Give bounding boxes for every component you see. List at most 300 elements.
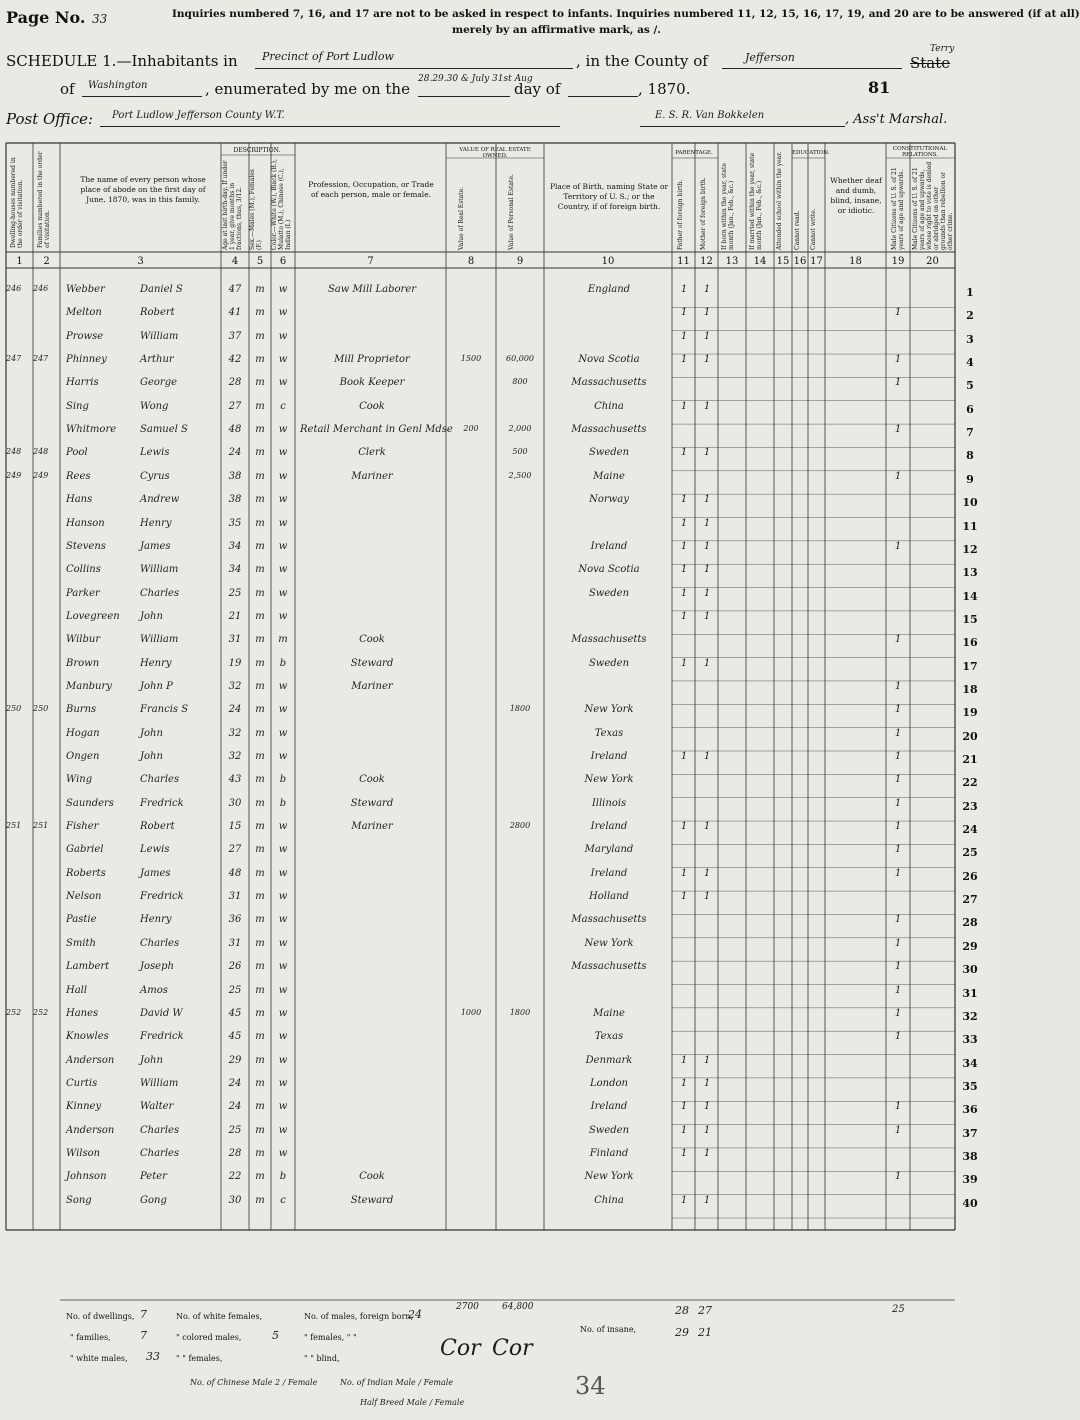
col19-header: Male Citizens of U. S. of 21 years of age and upwards. xyxy=(891,167,905,250)
cell-mother: 1 xyxy=(703,517,711,529)
cell-age: 27 xyxy=(228,844,242,856)
schedule-label: SCHEDULE 1.—Inhabitants in xyxy=(6,52,238,70)
cell-given: Peter xyxy=(140,1171,167,1183)
row-number: 23 xyxy=(962,799,978,813)
cell-surname: Fisher xyxy=(66,821,99,833)
insane-label: No. of insane, xyxy=(580,1325,637,1334)
column-number: 11 xyxy=(677,256,690,267)
cell-mother: 1 xyxy=(703,1194,711,1206)
col8-header: Value of Real Estate. xyxy=(458,186,465,250)
cell-color: m xyxy=(278,634,288,646)
cell-given: Charles xyxy=(140,774,180,786)
row-number: 15 xyxy=(962,612,978,626)
row-number: 28 xyxy=(962,916,978,930)
cell-given: Wong xyxy=(140,400,169,412)
cell-birthplace: Ireland xyxy=(590,540,628,552)
cell-real: 1000 xyxy=(460,1007,482,1017)
cell-mother: 1 xyxy=(703,400,711,412)
cell-age: 25 xyxy=(228,587,242,599)
row-number: 18 xyxy=(962,682,978,696)
cell-surname: Harris xyxy=(66,377,99,389)
cell-age: 24 xyxy=(228,447,242,459)
cell-given: Robert xyxy=(140,307,175,319)
cell-occupation: Saw Mill Laborer xyxy=(327,284,417,295)
education-header: EDUCATION. xyxy=(792,150,830,156)
cell-age: 45 xyxy=(228,1031,242,1043)
page-label: Page No. xyxy=(6,8,86,27)
cell-dw: 247 xyxy=(6,354,22,364)
cell-color: w xyxy=(278,867,288,879)
cell-color: w xyxy=(278,377,288,389)
cell-given: William xyxy=(140,564,179,576)
column-number: 9 xyxy=(516,256,524,267)
description-header: DESCRIPTION. xyxy=(233,147,281,154)
cell-given: Charles xyxy=(140,937,180,949)
cell-age: 31 xyxy=(228,891,242,903)
cell-given: John P xyxy=(140,680,173,692)
cell-birthplace: Sweden xyxy=(588,447,630,459)
cell-personal: 800 xyxy=(512,377,528,387)
cell-given: Cyrus xyxy=(140,470,170,482)
row-number: 33 xyxy=(962,1033,978,1047)
cell-surname: Melton xyxy=(66,307,102,319)
notice-line-1: Inquiries numbered 7, 16, and 17 are not to be asked in respect to infants. Inquiries numbered 11, 12, 15, 16, 17, 19, and 20 are to be answered (if at all) xyxy=(172,8,1080,20)
cell-surname: Gabriel xyxy=(66,844,104,856)
cell-surname: Burns xyxy=(66,704,97,716)
cell-birthplace: England xyxy=(587,284,631,295)
real-estate-total: 2700 xyxy=(456,1302,479,1312)
cell-surname: Wilson xyxy=(66,1147,101,1159)
row-number: 26 xyxy=(962,869,978,883)
cell-sex: m xyxy=(255,821,265,833)
cell-birthplace: Ireland xyxy=(590,867,628,879)
cell-surname: Curtis xyxy=(66,1077,98,1089)
cell-age: 22 xyxy=(228,1171,242,1183)
cell-citizen: 1 xyxy=(894,961,902,973)
cell-mother: 1 xyxy=(703,1124,711,1136)
cell-age: 32 xyxy=(228,680,242,692)
of-label: of xyxy=(60,80,75,98)
cell-sex: m xyxy=(255,797,265,809)
row-number: 24 xyxy=(962,823,978,837)
cell-color: w xyxy=(278,937,288,949)
cell-citizen: 1 xyxy=(894,984,902,996)
cell-surname: Pastie xyxy=(66,914,97,926)
cell-mother: 1 xyxy=(703,494,711,506)
cell-mother: 1 xyxy=(703,587,711,599)
post-office-name: Port Ludlow Jefferson County W.T. xyxy=(112,110,285,121)
cell-color: w xyxy=(278,540,288,552)
cell-given: James xyxy=(140,540,171,552)
notice-line-2: merely by an affirmative mark, as /. xyxy=(452,24,661,36)
cell-father: 1 xyxy=(680,284,688,295)
cell-citizen: 1 xyxy=(894,354,902,366)
county-label: , in the County of xyxy=(576,52,708,70)
cell-age: 31 xyxy=(228,937,242,949)
cell-birthplace: Sweden xyxy=(588,1124,630,1136)
cell-color: c xyxy=(280,1194,286,1206)
row-number: 8 xyxy=(966,449,974,463)
cell-father: 1 xyxy=(680,1101,688,1113)
enumeration-day: 28.29.30 & July 31st Aug xyxy=(418,74,533,84)
cell-occupation: Cook xyxy=(359,634,385,646)
personal-estate-total: 64,800 xyxy=(502,1302,534,1312)
col18-header: Whether deaf and dumb, blind, insane, or idiotic. xyxy=(830,176,882,215)
cell-color: w xyxy=(278,470,288,482)
cell-color: w xyxy=(278,984,288,996)
cell-citizen: 1 xyxy=(894,937,902,949)
cell-color: w xyxy=(278,961,288,973)
cell-birthplace: Maine xyxy=(593,1007,625,1019)
cell-surname: Ongen xyxy=(66,751,100,762)
cell-citizen: 1 xyxy=(894,634,902,646)
cell-color: w xyxy=(278,424,288,436)
cell-sex: m xyxy=(255,984,265,996)
column-number: 15 xyxy=(776,256,790,267)
cell-age: 29 xyxy=(228,1054,242,1066)
cell-father: 1 xyxy=(680,1147,688,1159)
cell-birthplace: Ireland xyxy=(590,1101,628,1113)
cell-father: 1 xyxy=(680,821,688,833)
cell-given: John xyxy=(140,1054,163,1066)
cell-father: 1 xyxy=(680,354,688,366)
cell-surname: Knowles xyxy=(66,1031,109,1043)
cell-color: w xyxy=(278,1031,288,1043)
cell-color: w xyxy=(278,587,288,599)
cell-citizen: 1 xyxy=(894,797,902,809)
cell-mother: 1 xyxy=(703,1054,711,1066)
cell-occupation: Cook xyxy=(359,1171,385,1183)
cell-given: John xyxy=(140,727,163,739)
c12-total-b: 21 xyxy=(698,1326,712,1339)
cell-color: w xyxy=(278,751,288,762)
col20-header: Male Citizens of U. S. of 21 years of age and upwards, whose right to vote is denied or abridged on other grounds than rebellion or other crime. xyxy=(912,161,954,250)
cell-birthplace: Denmark xyxy=(585,1054,633,1066)
families-label: " families, xyxy=(70,1333,111,1342)
col11-header: Father of foreign birth. xyxy=(677,179,684,250)
cell-dw: 249 xyxy=(6,470,22,480)
cell-color: w xyxy=(278,821,288,833)
cell-age: 30 xyxy=(228,797,242,809)
white-females-label: No. of white females, xyxy=(176,1312,263,1321)
column-number: 2 xyxy=(43,256,50,267)
cell-given: David W xyxy=(140,1007,183,1019)
cell-age: 38 xyxy=(228,470,242,482)
cell-citizen: 1 xyxy=(894,867,902,879)
cell-citizen: 1 xyxy=(894,1124,902,1136)
row-number: 31 xyxy=(962,986,978,1000)
row-number: 11 xyxy=(962,519,978,533)
cell-surname: Wing xyxy=(66,774,93,786)
cell-citizen: 1 xyxy=(894,704,902,716)
cell-birthplace: Texas xyxy=(594,1031,624,1043)
row-number: 29 xyxy=(962,939,978,953)
cell-age: 28 xyxy=(228,377,242,389)
cell-mother: 1 xyxy=(703,821,711,833)
cell-citizen: 1 xyxy=(894,1031,902,1043)
cell-real: 1500 xyxy=(460,354,482,364)
cell-color: w xyxy=(278,1147,288,1159)
cell-birthplace: Ireland xyxy=(590,821,628,833)
cell-color: w xyxy=(278,517,288,529)
cell-age: 32 xyxy=(228,727,242,739)
cell-color: w xyxy=(278,680,288,692)
cell-sex: m xyxy=(255,400,265,412)
cell-mother: 1 xyxy=(703,1147,711,1159)
cell-mother: 1 xyxy=(703,610,711,622)
cell-sex: m xyxy=(255,657,265,669)
cell-sex: m xyxy=(255,284,265,295)
territory-note: Terry xyxy=(930,44,955,54)
c19-total: 25 xyxy=(892,1304,905,1315)
post-office-label: Post Office: xyxy=(6,110,94,128)
cell-surname: Anderson xyxy=(66,1124,115,1136)
cell-birthplace: Massachusetts xyxy=(571,377,647,389)
column-number: 18 xyxy=(849,256,862,267)
cell-citizen: 1 xyxy=(894,727,902,739)
cell-age: 42 xyxy=(228,354,242,366)
cell-color: w xyxy=(278,354,288,366)
cell-occupation: Mariner xyxy=(351,680,393,692)
cell-surname: Sing xyxy=(66,400,89,412)
cell-mother: 1 xyxy=(703,751,711,762)
cell-citizen: 1 xyxy=(894,1007,902,1019)
cell-birthplace: Nova Scotia xyxy=(578,354,640,366)
cell-surname: Phinney xyxy=(66,354,107,366)
cell-surname: Smith xyxy=(66,937,96,949)
cell-citizen: 1 xyxy=(894,1101,902,1113)
cell-given: Fredrick xyxy=(140,891,184,903)
cell-birthplace: Massachusetts xyxy=(571,424,647,436)
cell-given: William xyxy=(140,1077,179,1089)
foreign-females-label: " females, " " xyxy=(304,1333,357,1342)
colored-males-count: 5 xyxy=(272,1329,279,1342)
cell-sex: m xyxy=(255,844,265,856)
cell-surname: Whitmore xyxy=(66,424,117,436)
col6-header: Color.—White (W.), Black (B.), Mulatto (M.), Chinese (C.), Indian (I.) xyxy=(271,159,292,250)
row-number: 7 xyxy=(966,426,974,440)
col7-header: Profession, Occupation, or Trade of each person, male or female. xyxy=(308,180,434,199)
cell-citizen: 1 xyxy=(894,424,902,436)
col10-header: Place of Birth, naming State or Territory of U. S.; or the Country, if of foreign birth. xyxy=(549,182,669,211)
row-number: 17 xyxy=(962,659,978,673)
cell-sex: m xyxy=(255,1101,265,1113)
cell-citizen: 1 xyxy=(894,1171,902,1183)
cell-dw: 251 xyxy=(6,821,22,831)
cell-age: 31 xyxy=(228,634,242,646)
cell-age: 27 xyxy=(228,400,242,412)
cell-sex: m xyxy=(255,610,265,622)
column-number: 8 xyxy=(467,256,475,267)
cell-fam: 249 xyxy=(33,470,49,480)
col3-header: The name of every person whose place of abode on the first day of June, 1870, was in this family. xyxy=(80,175,206,204)
cell-father: 1 xyxy=(680,517,688,529)
cell-color: w xyxy=(278,1077,288,1089)
cell-mother: 1 xyxy=(703,330,711,342)
col17-header: Cannot write. xyxy=(810,208,817,250)
cell-sex: m xyxy=(255,377,265,389)
cell-mother: 1 xyxy=(703,867,711,879)
cell-birthplace: Finland xyxy=(589,1147,629,1159)
cell-father: 1 xyxy=(680,494,688,506)
cell-surname: Nelson xyxy=(66,891,102,903)
cell-given: Daniel S xyxy=(140,284,183,295)
cell-color: w xyxy=(278,284,288,295)
column-number: 20 xyxy=(926,256,939,267)
cell-birthplace: New York xyxy=(584,704,634,716)
cell-sex: m xyxy=(255,307,265,319)
cell-father: 1 xyxy=(680,867,688,879)
foreign-males-label: No. of males, foreign born, xyxy=(304,1312,414,1321)
column-number: 3 xyxy=(137,256,144,267)
cell-age: 28 xyxy=(228,1147,242,1159)
cell-occupation: Clerk xyxy=(358,447,386,459)
col9-header: Value of Personal Estate. xyxy=(508,174,515,250)
cell-father: 1 xyxy=(680,1194,688,1206)
enumerated-label: , enumerated by me on the xyxy=(205,80,410,98)
cell-surname: Brown xyxy=(66,657,100,669)
cell-birthplace: London xyxy=(590,1077,628,1089)
cell-birthplace: Sweden xyxy=(588,657,630,669)
cell-father: 1 xyxy=(680,447,688,459)
cell-surname: Collins xyxy=(66,564,101,576)
row-number: 9 xyxy=(966,472,974,486)
cell-given: James xyxy=(140,867,171,879)
cell-sex: m xyxy=(255,937,265,949)
column-number: 13 xyxy=(725,256,739,267)
cell-mother: 1 xyxy=(703,540,711,552)
cell-personal: 2,500 xyxy=(508,470,532,480)
cell-fam: 247 xyxy=(33,354,49,364)
cell-color: w xyxy=(278,844,288,856)
cell-surname: Lovegreen xyxy=(66,610,120,622)
cell-mother: 1 xyxy=(703,657,711,669)
col12-header: Mother of foreign birth. xyxy=(700,177,707,250)
cell-age: 47 xyxy=(228,284,242,295)
cell-age: 26 xyxy=(228,961,242,973)
cell-sex: m xyxy=(255,587,265,599)
cell-occupation: Mariner xyxy=(351,821,393,833)
cell-given: George xyxy=(140,377,178,389)
col16-header: Cannot read. xyxy=(794,210,801,250)
cell-color: w xyxy=(278,1007,288,1019)
colored-females-label: " " females, xyxy=(176,1354,223,1363)
cell-surname: Hogan xyxy=(66,727,100,739)
cell-sex: m xyxy=(255,424,265,436)
cell-surname: Prowse xyxy=(66,330,104,342)
cell-sex: m xyxy=(255,961,265,973)
row-number: 3 xyxy=(966,332,974,346)
cell-surname: Song xyxy=(66,1194,92,1206)
cell-father: 1 xyxy=(680,400,688,412)
cell-personal: 2,000 xyxy=(508,424,532,434)
cell-citizen: 1 xyxy=(894,680,902,692)
cell-birthplace: Illinois xyxy=(591,797,627,809)
correction-mark-2: Cor xyxy=(492,1336,533,1361)
cell-personal: 1800 xyxy=(509,704,531,714)
cell-real: 200 xyxy=(463,424,479,434)
row-number: 30 xyxy=(962,963,978,977)
cell-given: Henry xyxy=(140,517,172,529)
col15-header: Attended school within the year. xyxy=(776,151,783,250)
c11-total-b: 29 xyxy=(675,1326,689,1339)
cell-birthplace: China xyxy=(594,1194,624,1206)
cell-birthplace: Massachusetts xyxy=(571,634,647,646)
cell-mother: 1 xyxy=(703,564,711,576)
sheet-number: 81 xyxy=(868,78,891,97)
cell-mother: 1 xyxy=(703,447,711,459)
state-name: Washington xyxy=(88,80,148,91)
cell-color: w xyxy=(278,564,288,576)
cell-fam: 250 xyxy=(33,704,49,714)
cell-father: 1 xyxy=(680,610,688,622)
cell-citizen: 1 xyxy=(894,751,902,762)
value-header: VALUE OF REAL ESTATE OWNED. xyxy=(459,147,531,159)
cell-given: William xyxy=(140,330,179,342)
cell-surname: Saunders xyxy=(66,797,114,809)
chinese-tally: No. of Chinese Male 2 / Female xyxy=(190,1378,318,1387)
marshal-label: , Ass't Marshal. xyxy=(845,112,948,127)
cell-color: b xyxy=(279,657,287,669)
cell-given: Samuel S xyxy=(140,424,188,436)
cell-sex: m xyxy=(255,494,265,506)
cell-fam: 246 xyxy=(33,284,49,293)
cell-color: w xyxy=(278,494,288,506)
cell-age: 24 xyxy=(228,1101,242,1113)
cell-birthplace: New York xyxy=(584,1171,634,1183)
row-number: 38 xyxy=(962,1149,978,1163)
cell-age: 38 xyxy=(228,494,242,506)
white-males-count: 33 xyxy=(146,1350,160,1363)
cell-father: 1 xyxy=(680,540,688,552)
cell-dw: 250 xyxy=(6,704,22,714)
cell-occupation: Steward xyxy=(350,657,394,669)
cell-birthplace: Sweden xyxy=(588,587,630,599)
dwellings-count: 7 xyxy=(140,1308,147,1321)
col2-header: Families numbered in the order of visitation. xyxy=(37,151,51,248)
cell-color: w xyxy=(278,610,288,622)
cell-age: 41 xyxy=(228,307,242,319)
cell-birthplace: Maine xyxy=(593,470,625,482)
page-number: 33 xyxy=(92,12,108,26)
cell-sex: m xyxy=(255,634,265,646)
cell-color: w xyxy=(278,914,288,926)
cell-given: Amos xyxy=(140,984,168,996)
cell-citizen: 1 xyxy=(894,540,902,552)
row-number: 39 xyxy=(962,1173,978,1187)
cell-given: Fredrick xyxy=(140,1031,184,1043)
cell-given: Lewis xyxy=(140,844,170,856)
column-number: 19 xyxy=(891,256,905,267)
row-number: 40 xyxy=(962,1196,978,1210)
row-number: 27 xyxy=(962,893,978,907)
column-number: 12 xyxy=(700,256,713,267)
cell-surname: Hanes xyxy=(66,1007,99,1019)
row-number: 21 xyxy=(962,753,978,766)
cell-surname: Wilbur xyxy=(66,634,101,646)
col1-header: Dwelling-houses numbered in the order of visitation. xyxy=(10,157,24,248)
row-number: 2 xyxy=(966,309,974,323)
cell-age: 32 xyxy=(228,751,242,762)
cell-age: 35 xyxy=(228,517,242,529)
cell-mother: 1 xyxy=(703,1101,711,1113)
cell-birthplace: Massachusetts xyxy=(571,914,647,926)
cell-age: 34 xyxy=(228,564,242,576)
cell-sex: m xyxy=(255,1077,265,1089)
marshal-name: E. S. R. Van Bokkelen xyxy=(655,110,765,121)
cell-mother: 1 xyxy=(703,284,711,295)
cell-personal: 2800 xyxy=(509,821,531,831)
